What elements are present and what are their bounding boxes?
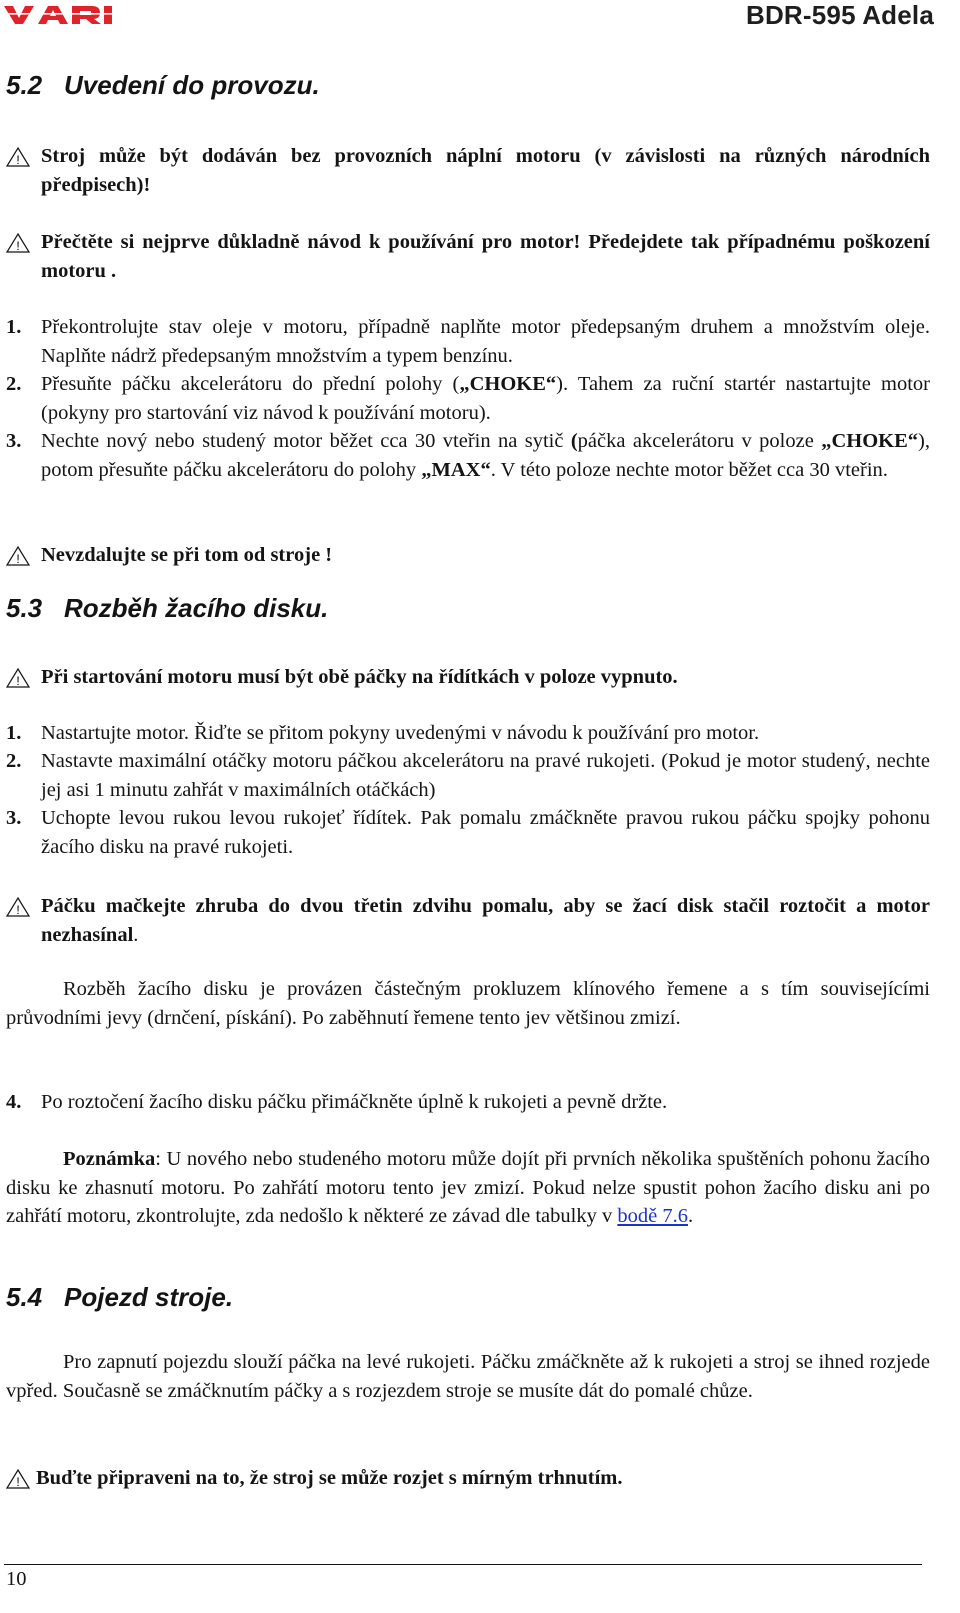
list-item: 4. Po roztočení žacího disku páčku přimáčkněte úplně k rukojeti a pevně držte.: [6, 1091, 668, 1113]
page-header: [0, 0, 960, 36]
warning-triangle-icon: [6, 1469, 30, 1489]
warning-levers-off: ! Při startování motoru musí být obě páčky na řídítkách v poloze vypnuto.: [6, 663, 930, 692]
warning-triangle-icon: [6, 897, 30, 917]
note-paragraph: Poznámka: U nového nebo studeného motoru může dojít při prvních několika spuštěních pohonu žacího disku ke zhasnutí motoru. Po zahřátí motoru tento jev zmizí. Pokud nelze spustit pohon žacího disku ani po zahřátí motoru, zkontrolujte, zda nedošlo k některé ze závad dle tabulky v bodě 7.6.: [6, 1148, 930, 1227]
svg-text:!: !: [16, 153, 20, 167]
document-code: BDR-595 Adela: [745, 0, 934, 30]
page-number: 10: [6, 1568, 27, 1590]
warning-operating-fluids: ! Stroj může být dodáván bez provozních náplní motoru (v závislosti na různých národních předpisech)!: [6, 142, 930, 199]
paragraph-disk-startup: Rozběh žacího disku je provázen částečným prokluzem klínového řemene a s tím souvisejícími průvodními jevy (drnčení, pískání). Po zaběhnutí řemene tento jev většinou zmizí.: [6, 978, 930, 1029]
svg-text:!: !: [16, 239, 20, 253]
warning-press-lever-slowly: ! Páčku mačkejte zhruba do dvou třetin zdvihu pomalu, aby se žací disk stačil roztočit a motor nezhasínal.: [6, 892, 930, 949]
svg-text:!: !: [16, 674, 20, 688]
vari-logo: [4, 4, 130, 26]
paragraph-drive: Pro zapnutí pojezdu slouží páčka na levé rukojeti. Páčku zmáčkněte až k rukojeti a stroj se ihned rozjede vpřed. Současně se zmáčknutím páčky a s rozjezdem stroje se musíte dát do pomalé chůze.: [6, 1351, 930, 1402]
section-heading-5-3: 5.3 Rozběh žacího disku.: [6, 593, 329, 623]
list-item: 1. Překontrolujte stav oleje v motoru, případně naplňte motor předepsaným druhem a množstvím oleje. Naplňte nádrž předepsaným množstvím a typem benzínu.: [6, 316, 930, 367]
list-item: 2. Přesuňte páčku akcelerátoru do přední polohy („CHOKE“). Tahem za ruční startér nastartujte motor (pokyny pro startování viz návod k používání motoru).: [6, 373, 930, 424]
list-item: 3. Uchopte levou rukou levou rukojeť řídítek. Pak pomalu zmáčkněte pravou rukou páčku spojky pohonu žacího disku na pravé rukojeti.: [6, 807, 930, 858]
list-item: 1. Nastartujte motor. Řiďte se přitom pokyny uvedenými v návodu k používání pro motor.: [6, 722, 760, 744]
warning-triangle-icon: [6, 668, 30, 688]
reference-link-7-6[interactable]: bodě 7.6: [617, 1205, 688, 1227]
list-item: 2. Nastavte maximální otáčky motoru páčkou akcelerátoru na pravé rukojeti. (Pokud je motor studený, nechte jej asi 1 minutu zahřát v maximálních otáčkách): [6, 750, 930, 801]
warning-read-engine-manual: ! Přečtěte si nejprve důkladně návod k používání pro motor! Předejdete tak případnému poškození motoru .: [6, 228, 930, 285]
footer-divider: [4, 1564, 922, 1565]
section-heading-5-2: 5.2 Uvedení do provozu.: [6, 70, 320, 100]
list-item: 3. Nechte nový nebo studený motor běžet cca 30 vteřin na sytič (páčka akcelerátoru v poloze „CHOKE“), potom přesuňte páčku akcelerátoru do polohy „MAX“. V této poloze nechte motor běžet cca 30 vteřin.: [6, 430, 930, 481]
svg-text:!: !: [16, 1475, 20, 1489]
warning-jerk-start: ! Buďte připraveni na to, že stroj se může rozjet s mírným trhnutím.: [6, 1464, 930, 1493]
section-heading-5-4: 5.4 Pojezd stroje.: [6, 1282, 234, 1312]
warning-triangle-icon: [6, 546, 30, 566]
warning-stay-near-machine: ! Nevzdalujte se při tom od stroje !: [6, 541, 930, 570]
warning-triangle-icon: [6, 147, 30, 167]
svg-text:!: !: [16, 552, 20, 566]
svg-text:!: !: [16, 903, 20, 917]
warning-triangle-icon: [6, 233, 30, 253]
